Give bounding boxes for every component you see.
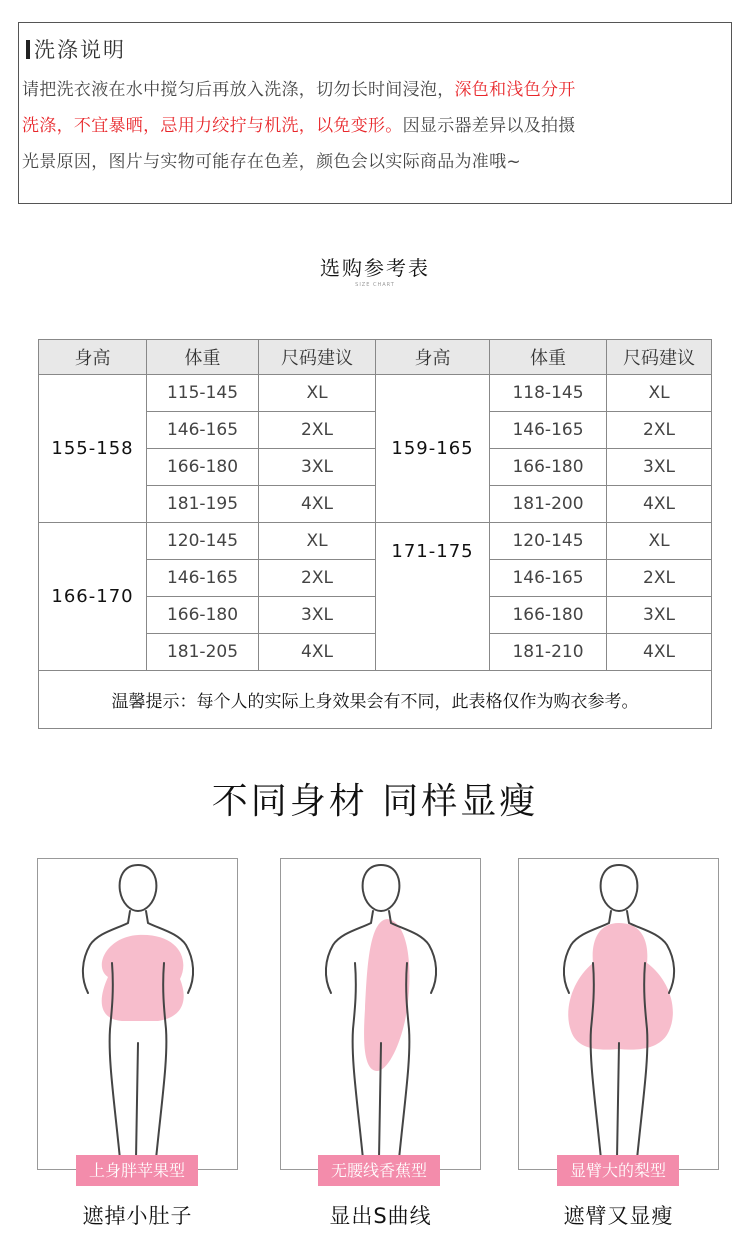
weight-cell: 181-195 (147, 486, 259, 523)
banana-body-figure (281, 859, 482, 1171)
weight-cell: 146-165 (490, 560, 607, 597)
size-cell: 4XL (607, 634, 712, 671)
apple-body-figure (38, 859, 239, 1171)
warning-text: 深色和浅色分开 (454, 80, 576, 100)
size-cell: 3XL (259, 597, 376, 634)
pear-body-figure (519, 859, 720, 1171)
weight-cell: 166-180 (147, 597, 259, 634)
body-type-caption: 显出S曲线 (329, 1204, 432, 1228)
instruction-text: 因显示器差异以及拍摄 (402, 116, 576, 136)
weight-cell: 181-210 (490, 634, 607, 671)
height-range-cell: 166-170 (39, 523, 147, 671)
size-table (38, 339, 712, 729)
wash-text-line (22, 72, 702, 108)
size-cell: XL (607, 375, 712, 412)
body-type-badge: 上身胖苹果型 (76, 1155, 198, 1186)
size-cell: 4XL (259, 634, 376, 671)
instruction-text: 请把洗衣液在水中搅匀后再放入洗涤，切勿长时间浸泡， (22, 80, 455, 100)
body-type-badge: 显臂大的梨型 (557, 1155, 679, 1186)
size-cell: 4XL (259, 486, 376, 523)
body-type-caption: 遮臂又显瘦 (563, 1204, 674, 1228)
height-range-cell: 171-175 (376, 523, 490, 671)
size-tip-text: 温馨提示：每个人的实际上身效果会有不同，此表格仅作为购衣参考。 (39, 671, 712, 729)
size-cell: 2XL (607, 412, 712, 449)
size-cell: 2XL (259, 412, 376, 449)
header-size: 尺码建议 (259, 340, 376, 375)
size-table-row (39, 375, 712, 412)
header-size: 尺码建议 (607, 340, 712, 375)
header-height: 身高 (376, 340, 490, 375)
weight-cell: 181-200 (490, 486, 607, 523)
warning-text: 洗涤，不宜暴晒，忌用力绞拧与机洗，以免变形。 (22, 116, 403, 136)
size-cell: 2XL (259, 560, 376, 597)
weight-cell: 146-165 (147, 412, 259, 449)
size-cell: 4XL (607, 486, 712, 523)
size-table-header (39, 340, 712, 375)
header-weight: 体重 (490, 340, 607, 375)
header-weight: 体重 (147, 340, 259, 375)
size-chart-title: 选购参考表 (320, 256, 430, 280)
size-cell: XL (259, 523, 376, 560)
size-cell: 2XL (607, 560, 712, 597)
size-chart-subtitle: SIZE CHART (355, 282, 395, 288)
size-cell: XL (259, 375, 376, 412)
wash-text-line (22, 144, 702, 180)
size-cell: 3XL (607, 597, 712, 634)
apple-body-card (37, 858, 238, 1170)
weight-cell: 115-145 (147, 375, 259, 412)
weight-cell: 120-145 (490, 523, 607, 560)
size-table-row (39, 523, 712, 560)
weight-cell: 120-145 (147, 523, 259, 560)
height-range-cell: 155-158 (39, 375, 147, 523)
banana-body-card (280, 858, 481, 1170)
weight-cell: 146-165 (490, 412, 607, 449)
size-cell: XL (607, 523, 712, 560)
pear-body-card (518, 858, 719, 1170)
body-type-headline: 不同身材 同样显瘦 (211, 781, 539, 822)
weight-cell: 166-180 (147, 449, 259, 486)
size-cell: 3XL (259, 449, 376, 486)
title-bar-mark (26, 40, 30, 59)
weight-cell: 166-180 (490, 449, 607, 486)
weight-cell: 118-145 (490, 375, 607, 412)
height-range-cell: 159-165 (376, 375, 490, 523)
body-type-caption: 遮掉小肚子 (82, 1204, 193, 1228)
wash-text-line (22, 108, 702, 144)
weight-cell: 146-165 (147, 560, 259, 597)
wash-title-text: 洗涤说明 (34, 38, 126, 62)
body-type-badge: 无腰线香蕉型 (318, 1155, 440, 1186)
instruction-text: 光景原因，图片与实物可能存在色差，颜色会以实际商品为准哦~ (22, 152, 521, 172)
weight-cell: 181-205 (147, 634, 259, 671)
weight-cell: 166-180 (490, 597, 607, 634)
wash-text (22, 72, 702, 180)
tip-row (39, 671, 712, 729)
size-cell: 3XL (607, 449, 712, 486)
header-height: 身高 (39, 340, 147, 375)
wash-title (26, 34, 126, 64)
